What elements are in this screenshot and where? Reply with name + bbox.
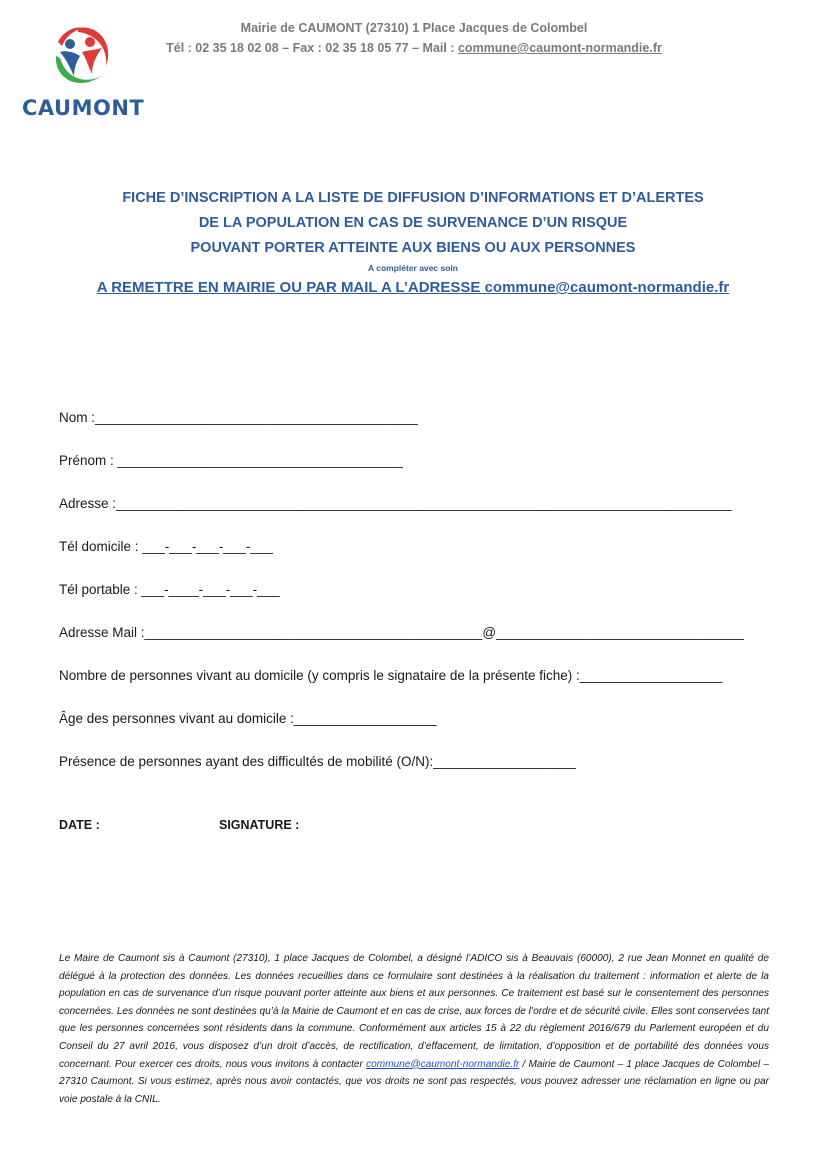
field-adresse[interactable]: Adresse :__________________________________________________________________________________ bbox=[59, 496, 732, 511]
caumont-logo bbox=[22, 20, 145, 120]
field-tel-portable[interactable]: Tél portable : ___-____-___-___-___ bbox=[59, 582, 280, 597]
field-nom[interactable]: Nom :___________________________________________ bbox=[59, 410, 418, 425]
logo-text: CAUMONT bbox=[22, 96, 145, 120]
field-tel-domicile[interactable]: Tél domicile : ___-___-___-___-___ bbox=[59, 539, 273, 554]
signature-label: SIGNATURE : bbox=[219, 818, 300, 832]
header-address: Mairie de CAUMONT (27310) 1 Place Jacques de Colombel bbox=[240, 21, 588, 35]
header-phone-fax: Tél : 02 35 18 02 08 – Fax : 02 35 18 05 77 – Mail : bbox=[166, 41, 458, 55]
privacy-text-start: Le Maire de Caumont sis à Caumont (27310), 1 place Jacques de Colombel, a désigné l’ADICO sis à Beauvais (60000), 2 rue Jean Monnet en qualité de délégué à la protection des données. Les données recueillies dans ce formulaire sont destinées à la réalisation du traitement : information et alerte de la population en cas de survenance d’un risque pouvant porter atteinte aux biens et aux personnes. Ce traitement est basé sur le consentement des personnes concernées. Les données ne sont destinées qu’à la Mairie de Caumont et en cas de crise, aux forces de l’ordre et de sécurité civile. Elles sont conservées tant que les personnes concernées sont résidents dans la commune. Conformément aux articles 15 à 22 du règlement 2016/679 du Parlement européen et du Conseil du 27 avril 2016, vous disposez d’un droit d’accès, de rectification, d’effacement, de limitation, d’opposition et de portabilité des données vous concernant. Pour exercer ces droits, nous vous invitons à contacter bbox=[59, 953, 769, 1070]
title-line-1: FICHE D’INSCRIPTION A LA LISTE DE DIFFUSION D’INFORMATIONS ET D’ALERTES bbox=[122, 190, 704, 206]
remit-text: A REMETTRE EN MAIRIE OU PAR MAIL A L’ADRESSE commune@caumont-normandie.fr bbox=[96, 279, 730, 296]
field-adresse-mail[interactable]: Adresse Mail :_____________________________________________@_________________________________ bbox=[59, 625, 744, 640]
date-label: DATE : bbox=[59, 818, 100, 832]
field-prenom[interactable]: Prénom : ______________________________________ bbox=[59, 453, 403, 468]
form-title bbox=[40, 186, 786, 300]
completion-note: A compléter avec soin bbox=[368, 263, 458, 273]
field-mobilite[interactable]: Présence de personnes ayant des difficultés de mobilité (O/N):___________________ bbox=[59, 754, 576, 769]
remit-instruction bbox=[40, 276, 786, 300]
mairie-header bbox=[150, 18, 678, 58]
privacy-email-link[interactable]: commune@caumont-normandie.fr bbox=[366, 1058, 520, 1070]
title-line-2: DE LA POPULATION EN CAS DE SURVENANCE D’UN RISQUE bbox=[198, 215, 628, 231]
title-line-3: POUVANT PORTER ATTEINTE AUX BIENS OU AUX PERSONNES bbox=[190, 240, 636, 256]
header-contact bbox=[150, 38, 678, 58]
field-age-personnes[interactable]: Âge des personnes vivant au domicile :___________________ bbox=[59, 711, 437, 726]
privacy-text-end: / Mairie de Caumont – 1 place Jacques de Colombel – 27310 Caumont. Si vous estimez, après nous avoir contactés, que vos droits ne sont pas respectés, vous pouvez adresser une réclamation en ligne ou par voie postale à la CNIL. bbox=[59, 1058, 770, 1105]
caumont-emblem-icon bbox=[48, 22, 116, 94]
privacy-notice bbox=[59, 950, 769, 1108]
header-email-link[interactable]: commune@caumont-normandie.fr bbox=[457, 41, 662, 55]
field-nombre-personnes[interactable]: Nombre de personnes vivant au domicile (y compris le signataire de la présente fiche) :___________________ bbox=[59, 668, 723, 683]
